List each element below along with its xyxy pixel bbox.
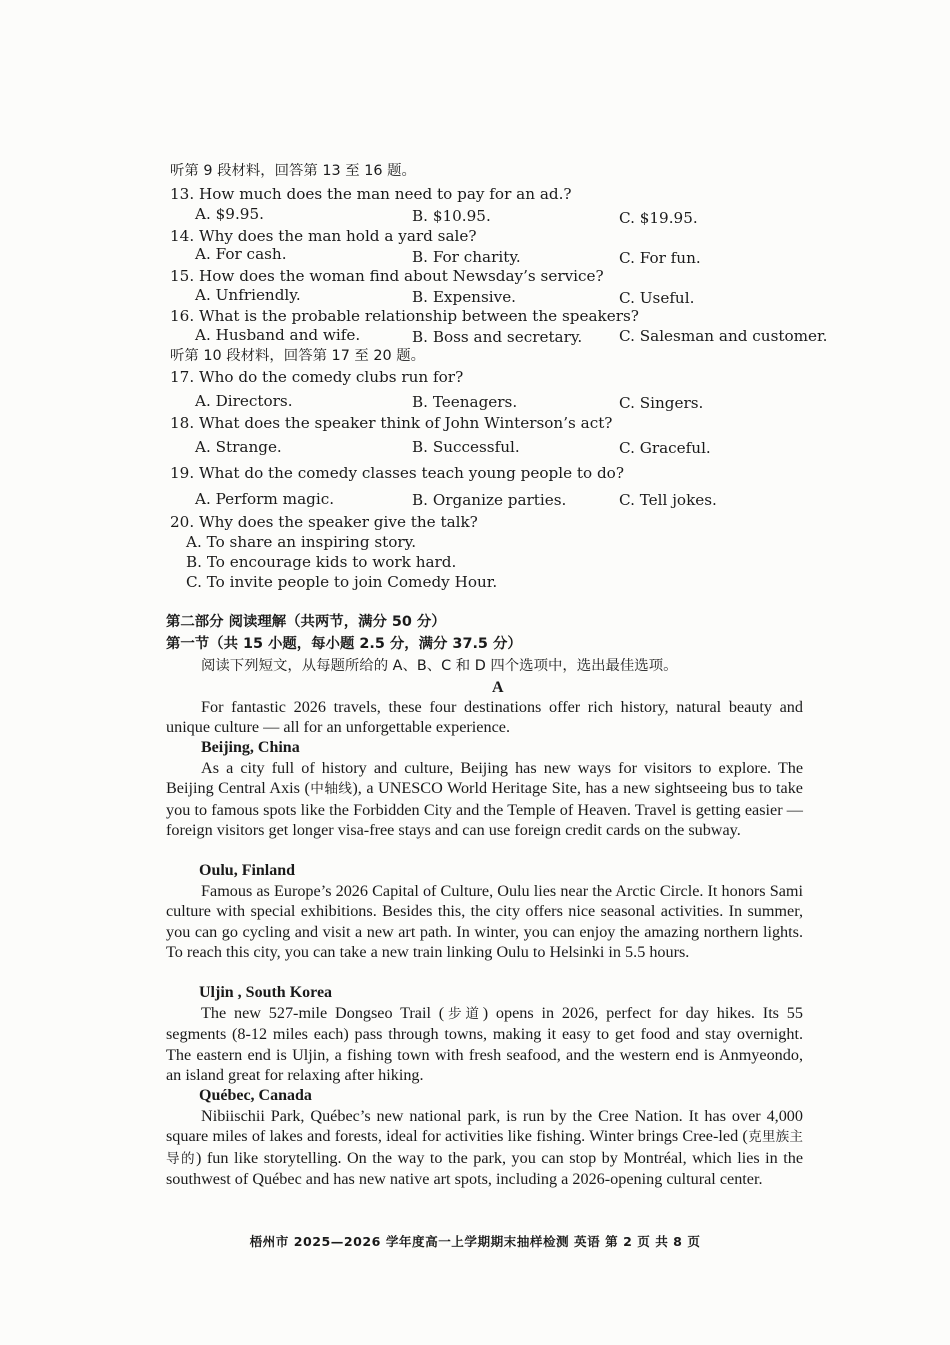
passage-label: A bbox=[492, 679, 504, 696]
question-13-option-b: B. $10.95. bbox=[412, 207, 491, 225]
question-20-option-b: B. To encourage kids to work hard. bbox=[186, 553, 457, 571]
beijing-gloss: 中轴线 bbox=[309, 781, 353, 798]
question-13-stem: 13. How much does the man need to pay for an ad.? bbox=[170, 185, 572, 203]
question-17-option-b: B. Teenagers. bbox=[412, 393, 518, 411]
beijing-text-part1: As a city full of history and culture, Beijing has new ways for visitors to explore. The Beijing Central Axis ( bbox=[166, 759, 803, 798]
question-18-option-a: A. Strange. bbox=[195, 438, 282, 456]
uljin-text-part1: The new 527-mile Dongseo Trail ( bbox=[201, 1004, 445, 1022]
question-19-option-c: C. Tell jokes. bbox=[619, 491, 717, 509]
quebec-text-part1: Nibiischii Park, Québec’s new national park, is run by the Cree Nation. It has over 4,000 square miles of lakes and forests, ideal for activities like fishing. Winter brings Cree-led ( bbox=[166, 1107, 803, 1146]
destination-heading-oulu: Oulu, Finland bbox=[199, 862, 296, 879]
question-19-option-b: B. Organize parties. bbox=[412, 491, 567, 509]
uljin-text-part2: ) opens in 2026, perfect for day hikes. Its 55 segments (8-12 miles each) pass through towns, making it easy to get food and stay overnight. The eastern end is Uljin, a fishing town with fresh seafood, and the western end is Anmyeondo, an island great for relaxing after hiking. bbox=[166, 1004, 803, 1085]
question-17-option-a: A. Directors. bbox=[195, 392, 293, 410]
question-19-option-a: A. Perform magic. bbox=[195, 490, 335, 508]
quebec-text-part2: ) fun like storytelling. On the way to the park, you can stop by Montréal, which lies in the southwest of Québec and has new native art spots, including a 2026-opening cultural center. bbox=[166, 1148, 804, 1189]
destination-text-quebec bbox=[166, 1106, 803, 1190]
question-17-option-c: C. Singers. bbox=[619, 394, 704, 412]
question-18-option-c: C. Graceful. bbox=[619, 439, 711, 457]
destination-heading-uljin: Uljin , South Korea bbox=[199, 984, 333, 1001]
reading-part-title: 第二部分 阅读理解（共两节，满分 50 分） bbox=[166, 614, 446, 630]
question-16-option-c: C. Salesman and customer. bbox=[619, 327, 828, 345]
question-14-option-b: B. For charity. bbox=[412, 248, 521, 266]
question-16-stem: 16. What is the probable relationship between the speakers? bbox=[170, 307, 639, 325]
page-footer: 梧州市 2025—2026 学年度高一上学期期末抽样检测 英语 第 2 页 共 8 页 bbox=[249, 1234, 701, 1249]
beijing-text-part2: ), a UNESCO World Heritage Site, has a new sightseeing bus to take you to famous spots like the Forbidden City and the Temple of Heaven. Travel is getting easier — foreign visitors get longer visa-free stays and can use foreign credit cards on the subway. bbox=[166, 779, 803, 840]
question-15-option-b: B. Expensive. bbox=[412, 288, 517, 306]
question-20-stem: 20. Why does the speaker give the talk? bbox=[170, 513, 478, 531]
section9-instruction: 听第 9 段材料，回答第 13 至 16 题。 bbox=[170, 163, 416, 179]
question-16-option-a: A. Husband and wife. bbox=[195, 326, 361, 344]
destination-heading-quebec: Québec, Canada bbox=[199, 1087, 312, 1104]
question-14-option-a: A. For cash. bbox=[195, 245, 287, 263]
reading-section-title: 第一节（共 15 小题，每小题 2.5 分，满分 37.5 分） bbox=[166, 636, 522, 652]
oulu-text: Famous as Europe’s 2026 Capital of Culture, Oulu lies near the Arctic Circle. It honors Sami culture with special exhibitions. Besides this, the city offers nice seasonal activities. In summer, you can go cycling and visit a new art path. In winter, you can enjoy the amazing northern lights. To reach this city, you can take a new train linking Oulu to Helsinki in 5.5 hours. bbox=[166, 882, 803, 962]
question-14-stem: 14. Why does the man hold a yard sale? bbox=[170, 227, 477, 245]
uljin-gloss: 步道 bbox=[444, 1006, 483, 1022]
question-17-stem: 17. Who do the comedy clubs run for? bbox=[170, 368, 464, 386]
question-14-option-c: C. For fun. bbox=[619, 249, 701, 267]
section10-instruction: 听第 10 段材料，回答第 17 至 20 题。 bbox=[170, 348, 426, 364]
question-15-stem: 15. How does the woman find about Newsday’s service? bbox=[170, 267, 604, 285]
question-13-option-c: C. $19.95. bbox=[619, 209, 698, 227]
destination-text-beijing bbox=[166, 758, 803, 841]
question-19-stem: 19. What do the comedy classes teach young people to do? bbox=[170, 464, 624, 482]
passage-intro: For fantastic 2026 travels, these four destinations offer rich history, natural beauty and unique culture — all for an unforgettable experience. bbox=[166, 698, 803, 737]
question-16-option-b: B. Boss and secretary. bbox=[412, 328, 583, 346]
destination-heading-beijing: Beijing, China bbox=[201, 739, 300, 756]
question-18-option-b: B. Successful. bbox=[412, 438, 520, 456]
question-15-option-c: C. Useful. bbox=[619, 289, 695, 307]
question-20-option-a: A. To share an inspiring story. bbox=[186, 533, 417, 551]
question-20-option-c: C. To invite people to join Comedy Hour. bbox=[186, 573, 498, 591]
destination-text-oulu bbox=[166, 881, 803, 963]
question-18-stem: 18. What does the speaker think of John Winterson’s act? bbox=[170, 414, 613, 432]
reading-instruction: 阅读下列短文，从每题所给的 A、B、C 和 D 四个选项中，选出最佳选项。 bbox=[201, 658, 678, 674]
question-13-option-a: A. $9.95. bbox=[195, 205, 264, 223]
question-15-option-a: A. Unfriendly. bbox=[195, 286, 301, 304]
destination-text-uljin bbox=[166, 1003, 803, 1086]
quebec-gloss: 克里族主导的 bbox=[166, 1129, 804, 1167]
